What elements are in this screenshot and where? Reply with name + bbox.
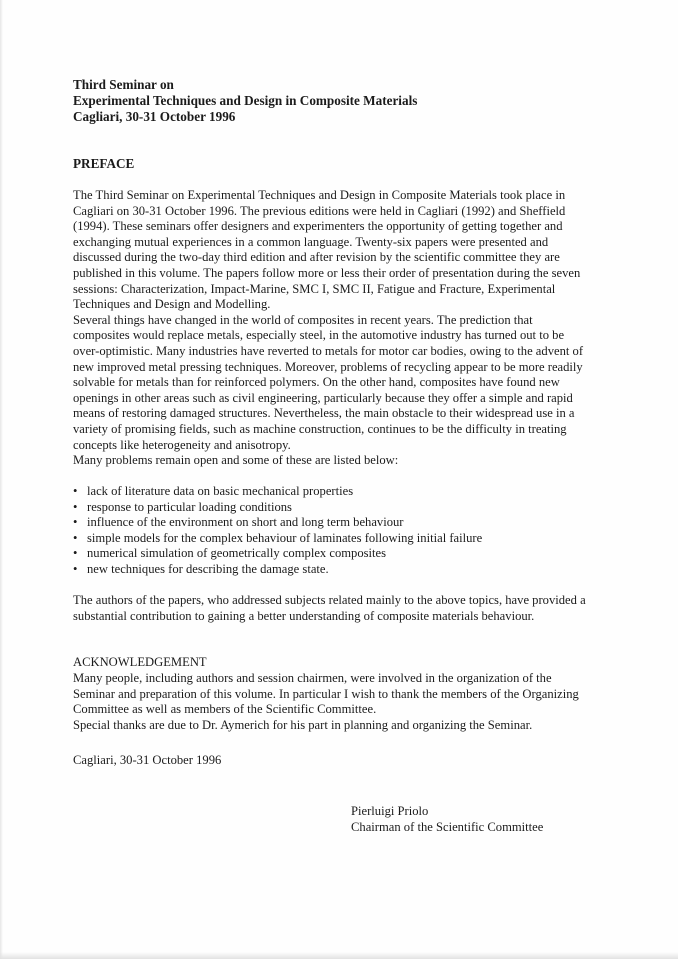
bullet-glyph: • bbox=[73, 561, 78, 576]
scan-edge-bottom bbox=[0, 952, 678, 959]
signature-block bbox=[351, 804, 543, 835]
bullet-glyph: • bbox=[73, 515, 78, 530]
bullet-glyph: • bbox=[73, 530, 78, 545]
list-item-text: simple models for the complex behaviour of laminates following initial failure bbox=[87, 530, 483, 545]
heading-line-1: Third Seminar on bbox=[73, 77, 174, 92]
signatory-role: Chairman of the Scientific Committee bbox=[351, 819, 544, 834]
preface-paragraph-2: Several things have changed in the world of composites in recent years. The prediction that composites would replace metals, especially steel, in the automotive industry has turned out to be over-optimistic. Many industries have reverted to metals for motor car bodies, owing to the advent of new improved metal pressing techniques. Moreover, problems of recycling appear to be more readily solvable for metals than for reinforced polymers. On the other hand, composites have found new openings in other areas such as civil engineering, particularly because they offer a simple and rapid means of restoring damaged structures. Nevertheless, the main obstacle to their widespread use in a variety of promising fields, such as machine construction, continues to be the difficulty in treating concepts like heterogeneity and anisotropy. bbox=[73, 312, 584, 452]
preface-closing bbox=[73, 593, 588, 624]
preface-title: PREFACE bbox=[73, 156, 135, 171]
heading-line-2: Experimental Techniques and Design in Composite Materials bbox=[73, 93, 418, 108]
preface-paragraph-3: Many problems remain open and some of these are listed below: bbox=[73, 453, 399, 468]
bullet-glyph: • bbox=[73, 484, 78, 498]
list-item-text: lack of literature data on basic mechanical properties bbox=[87, 484, 354, 498]
scan-edge-left bbox=[0, 0, 3, 959]
list-item bbox=[73, 531, 588, 547]
preface-closing-paragraph: The authors of the papers, who addressed subjects related mainly to the above topics, have provided a substantial contribution to gaining a better understanding of composite materials behaviour. bbox=[73, 593, 586, 623]
bullet-glyph: • bbox=[73, 499, 78, 514]
acknowledgement-paragraph-1: Many people, including authors and session chairmen, were involved in the organization of the Seminar and preparation of this volume. In particular I wish to thank the members of the Organizing Committee as well as members of the Scientific Committee. bbox=[73, 671, 579, 717]
list-item-text: new techniques for describing the damage state. bbox=[87, 561, 329, 576]
list-item-text: influence of the environment on short and long term behaviour bbox=[87, 515, 404, 530]
list-item bbox=[73, 500, 588, 516]
preface-intro bbox=[73, 188, 588, 469]
list-item bbox=[73, 562, 588, 578]
list-item bbox=[73, 484, 588, 500]
list-item bbox=[73, 546, 588, 562]
acknowledgement-paragraph-2: Special thanks are due to Dr. Aymerich for his part in planning and organizing the Seminar. bbox=[73, 717, 533, 732]
place-date: Cagliari, 30-31 October 1996 bbox=[73, 753, 222, 767]
heading-line-3: Cagliari, 30-31 October 1996 bbox=[73, 109, 236, 124]
list-item bbox=[73, 515, 588, 531]
open-problems-list bbox=[73, 484, 588, 578]
preface-paragraph-1: The Third Seminar on Experimental Techniques and Design in Composite Materials took place in Cagliari on 30-31 October 1996. The previous editions were held in Cagliari (1992) and Sheffield (1994). These seminars offer designers and experimenters the opportunity of getting together and exchanging mutual experiences in a common language. Twenty-six papers were presented and discussed during the two-day third edition and after revision by the scientific committee they are published in this volume. The papers follow more or less their order of presentation during the seven sessions: Characterization, Impact-Marine, SMC I, SMC II, Fatigue and Fracture, Experimental Techniques and Design and Modelling. bbox=[73, 188, 581, 312]
acknowledgement-title: ACKNOWLEDGEMENT bbox=[73, 655, 207, 669]
acknowledgement-body bbox=[73, 671, 588, 733]
list-item-text: response to particular loading conditions bbox=[87, 499, 292, 514]
signatory-name: Pierluigi Priolo bbox=[351, 804, 429, 818]
seminar-heading bbox=[73, 77, 417, 125]
list-item-text: numerical simulation of geometrically complex composites bbox=[87, 546, 387, 561]
bullet-glyph: • bbox=[73, 546, 78, 561]
